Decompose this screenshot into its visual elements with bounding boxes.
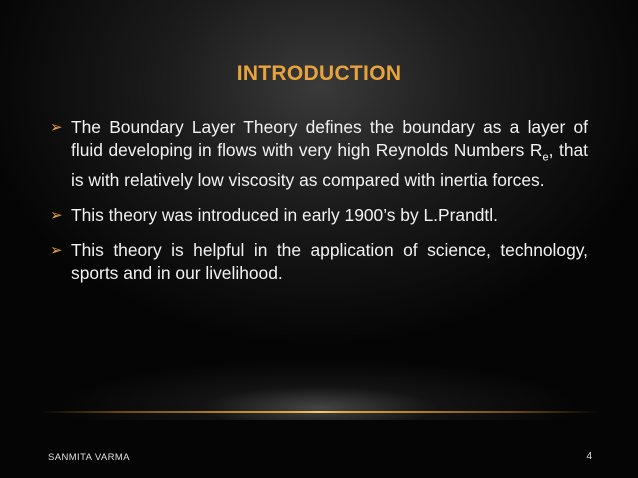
footer-author: SANMITA VARMA (48, 452, 130, 463)
bullet-list (50, 116, 588, 297)
page-number: 4 (586, 451, 592, 462)
bullet-item-1 (50, 116, 588, 192)
bullet-1-text-after: , that is with relatively low viscosity as compared with inertia forces. (71, 140, 589, 191)
bullet-3-text: This theory is helpful in the application of science, technology, sports and in our livelihood. (71, 240, 588, 284)
reynolds-subscript: e (542, 151, 549, 164)
bullet-1-text-before: The Boundary Layer Theory defines the boundary as a layer of fluid developing in flows with very high Reynolds Numbers R (71, 117, 588, 160)
arrow-bullet-icon: ➢ (50, 119, 63, 136)
arrow-bullet-icon: ➢ (50, 242, 63, 260)
arrow-bullet-icon: ➢ (50, 207, 63, 225)
bottom-glow (60, 340, 578, 420)
bullet-item-2 (50, 204, 588, 227)
bullet-2-text: This theory was introduced in early 1900’s by L.Prandtl. (71, 205, 498, 226)
slide-title: INTRODUCTION (236, 62, 402, 85)
bullet-item-3 (50, 239, 588, 285)
gold-divider-line (40, 411, 598, 413)
